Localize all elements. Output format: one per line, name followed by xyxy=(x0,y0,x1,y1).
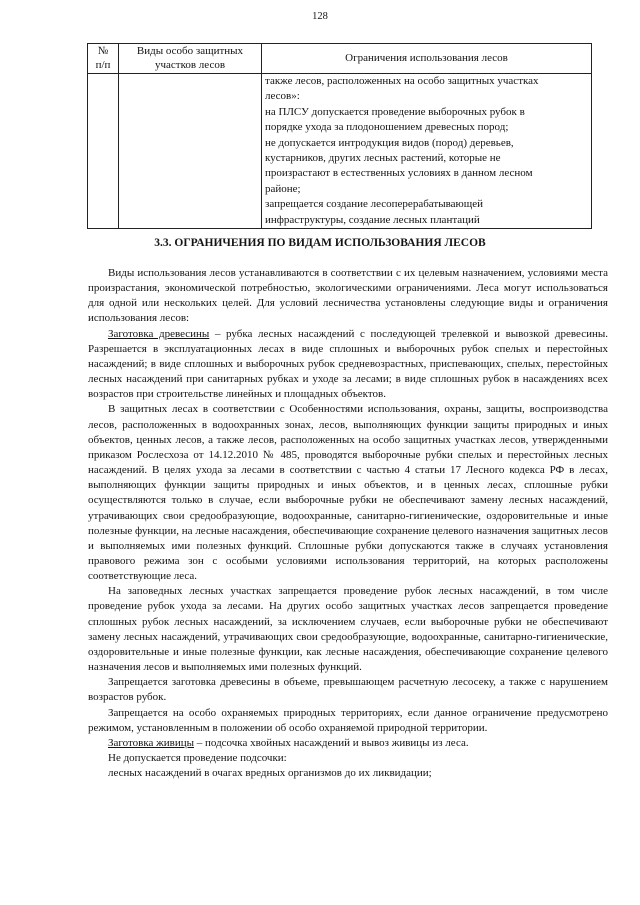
cell-line: произрастают в естественных условиях в данном лесном xyxy=(265,167,533,180)
cell-line: порядке ухода за плодоношением древесных пород; xyxy=(265,121,509,134)
header-num-line: п/п xyxy=(95,58,111,71)
paragraph xyxy=(88,736,608,751)
cell-line: запрещается создание лесоперерабатывающей xyxy=(265,198,483,211)
cell-line: также лесов, расположенных на особо защитных участках xyxy=(265,75,539,87)
paragraph-text: – подсочка хвойных насаждений и вывоз живицы из леса. xyxy=(194,736,469,749)
paragraph: В защитных лесах в соответствии с Особенностями использования, охраны, защиты, воспроизводства лесов, расположенных в водоохранных зонах, лесов, выполняющих функции защиты природных и иных объектов, ценных лесов, а также лесов, расположенных на особо защитных участках лесов, утвержденными приказом Рослесхоза от 14.12.2010 № 485, проводятся выборочные рубки спелых и перестойных лесных насаждений. В целях ухода за лесами в соответствии с частью 4 статьи 17 Лесного кодекса РФ в лесах, выполняющих функции защиты природных и иных объектов, и в ценных лесах, сплошные рубки осуществляются только в случае, если выборочные рубки не обеспечивают замену лесных насаждений, утрачивающих свои средообразующие, водоохранные, санитарно-гигиенические, оздоровительные и иные полезные функции, на лесные насаждения, обеспечивающие сохранение целевого назначения защитных лесов и выполняемых ими полезных функций. Сплошные рубки допускаются также в случаях установления правового режима зон с особыми условиями использования территорий, на которых расположены соответствующие леса. xyxy=(88,403,608,583)
paragraph: Запрещается на особо охраняемых природных территориях, если данное ограничение предусмотрено режимом, установленным в положении об особо охраняемой природной территории. xyxy=(88,706,608,734)
paragraph: Не допускается проведение подсочки: xyxy=(108,752,287,764)
cell-line: инфраструктуры, создание лесных плантаций xyxy=(265,213,480,226)
table-header-row xyxy=(88,44,592,74)
paragraph xyxy=(88,327,608,403)
forest-limits-table xyxy=(87,43,592,229)
term-resin-tapping: Заготовка живицы xyxy=(108,736,194,749)
cell-line: лесов»: xyxy=(265,90,300,103)
paragraph-text: – рубка лесных насаждений с последующей трелевкой и вывозкой древесины. Разрешается в эксплуатационных лесах в виде сплошных и выборочных рубок спелых и перестойных насаждений; в виде сплошных и выборочных рубок средневозрастных, приспевающих, спелых, перестойных лесных насаждений при санитарных рубках и уходе за лесами; в виде сплошных рубок в насаждениях всех возрастов при строительстве линейных и площадных объектов. xyxy=(88,327,608,401)
cell-zone xyxy=(119,74,262,229)
paragraph: лесных насаждений в очагах вредных организмов до их ликвидации; xyxy=(108,767,432,780)
cell-num xyxy=(88,74,119,229)
paragraph: Запрещается заготовка древесины в объеме, превышающем расчетную лесосеку, а также с нарушением возрастов рубок. xyxy=(88,676,608,704)
term-timber-harvesting: Заготовка древесины xyxy=(108,327,210,340)
cell-limits xyxy=(262,74,592,229)
cell-line: районе; xyxy=(265,182,301,195)
cell-line: кустарников, других лесных растений, которые не xyxy=(265,152,501,165)
header-num-line: № xyxy=(97,45,109,57)
table-row xyxy=(88,74,592,229)
cell-line: на ПЛСУ допускается проведение выборочных рубок в xyxy=(265,105,525,118)
page-number: 128 xyxy=(312,11,328,22)
section-title: 3.3. ОГРАНИЧЕНИЯ ПО ВИДАМ ИСПОЛЬЗОВАНИЯ ЛЕСОВ xyxy=(154,237,486,249)
header-limits: Ограничения использования лесов xyxy=(262,44,592,74)
header-zone-line: участков лесов xyxy=(154,58,226,71)
header-zone xyxy=(119,44,262,74)
cell-line: не допускается интродукция видов (пород) деревьев, xyxy=(265,136,514,149)
header-zone-line: Виды особо защитных xyxy=(136,45,244,57)
paragraph: Виды использования лесов устанавливаются в соответствии с их целевым назначением, условиями места произрастания, экономической потребностью, экологическими ограничениями. Леса могут использоваться для одной или нескольких целей. Для условий лесничества установлены следующие виды и ограничения использования лесов: xyxy=(88,267,608,325)
paragraph: На заповедных лесных участках запрещается проведение рубок лесных насаждений, в том числе проведение рубок ухода за лесами. На других особо защитных участках лесов запрещается проведение сплошных рубок лесных насаждений, за исключением случаев, если выборочные рубки не обеспечивают замену лесных насаждений, утрачивающих свои средообразующие, водоохранные, санитарно-гигиенические, оздоровительные и иные полезные функции, как лесные насаждения, обеспечивающие сохранение целевого назначения лесов и выполняемых ими полезных функций. xyxy=(88,585,608,674)
section-body xyxy=(88,266,608,781)
header-num xyxy=(88,44,119,74)
